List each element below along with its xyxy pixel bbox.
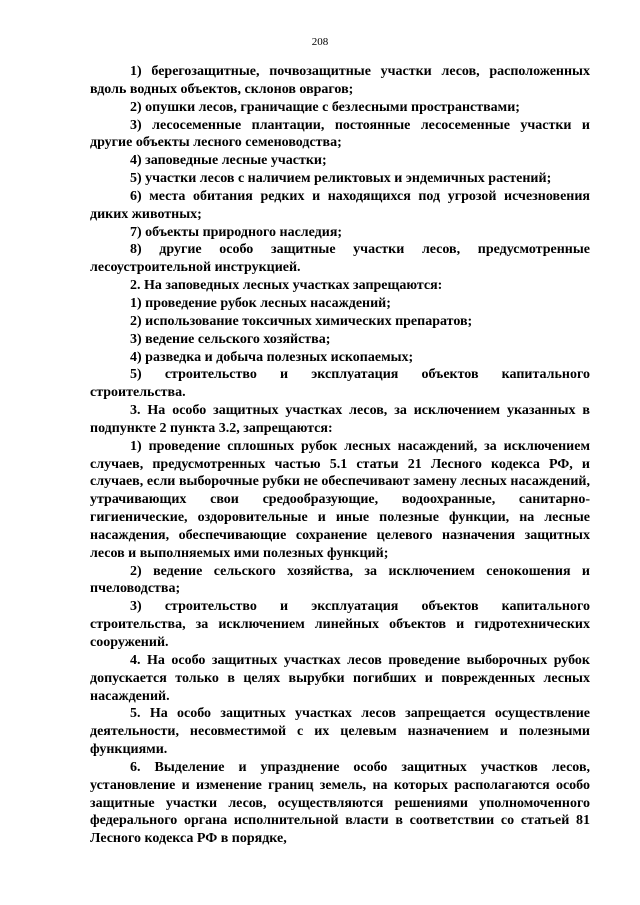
section-paragraph: 4. На особо защитных участках лесов проведение выборочных рубок допускается только в целях вырубки погибших и поврежденных лесных насаждений. — [90, 652, 590, 704]
page-number: 208 — [311, 36, 329, 48]
section-paragraph: 6. Выделение и упразднение особо защитных участков лесов, установление и изменение границ земель, на которых располагаются особо защитные участки лесов, осуществляются решениями уполномоченного федерального органа исполнительной власти в соответствии со статьей 81 Лесного кодекса РФ в порядке, — [90, 759, 590, 847]
paragraph: 6) места обитания редких и находящихся под угрозой исчезновения диких животных; — [90, 188, 590, 222]
paragraph: 2) опушки лесов, граничащие с безлесными пространствами; — [130, 99, 520, 115]
section-paragraph: 5. На особо защитных участках лесов запрещается осуществление деятельности, несовместимой с их целевым назначением и полезными функциями. — [90, 706, 590, 758]
document-body — [90, 63, 590, 848]
paragraph: 1) проведение рубок лесных насаждений; — [130, 295, 391, 311]
paragraph: 4) заповедные лесные участки; — [130, 153, 327, 169]
paragraph: 8) другие особо защитные участки лесов, предусмотренные лесоустроительной инструкцией. — [90, 242, 590, 276]
paragraph: 5) строительство и эксплуатация объектов капитального строительства. — [90, 367, 590, 401]
paragraph: 2) ведение сельского хозяйства, за исключением сенокошения и пчеловодства; — [90, 563, 590, 597]
paragraph: 3) ведение сельского хозяйства; — [130, 331, 331, 347]
paragraph: 4) разведка и добыча полезных ископаемых; — [130, 349, 414, 365]
section-heading: 3. На особо защитных участках лесов, за исключением указанных в подпункте 2 пункта 3.2, запрещаются: — [90, 403, 590, 436]
paragraph: 3) строительство и эксплуатация объектов капитального строительства, за исключением линейных объектов и гидротехнических сооружений. — [90, 599, 590, 650]
paragraph: 1) проведение сплошных рубок лесных насаждений, за исключением случаев, предусмотренных частью 5.1 статьи 21 Лесного кодекса РФ, и случаев, если выборочные рубки не обеспечивают замену лесных насаждений, утрачивающих свои средообразующие, водоохранные, санитарно-гигиенические, оздоровительные и иные полезные функции, на лесные насаждения, обеспечивающие сохранение целевого назначения защитных лесов и выполняемых ими полезных функций; — [90, 438, 590, 561]
paragraph: 7) объекты природного наследия; — [130, 224, 343, 240]
paragraph: 1) берегозащитные, почвозащитные участки лесов, расположенных вдоль водных объектов, склонов оврагов; — [90, 64, 590, 97]
paragraph: 2) использование токсичных химических препаратов; — [130, 313, 473, 329]
section-heading: 2. На заповедных лесных участках запрещаются: — [130, 278, 443, 294]
paragraph: 5) участки лесов с наличием реликтовых и эндемичных растений; — [130, 171, 552, 187]
paragraph: 3) лесосеменные плантации, постоянные лесосеменные участки и другие объекты лесного семеноводства; — [90, 117, 590, 151]
